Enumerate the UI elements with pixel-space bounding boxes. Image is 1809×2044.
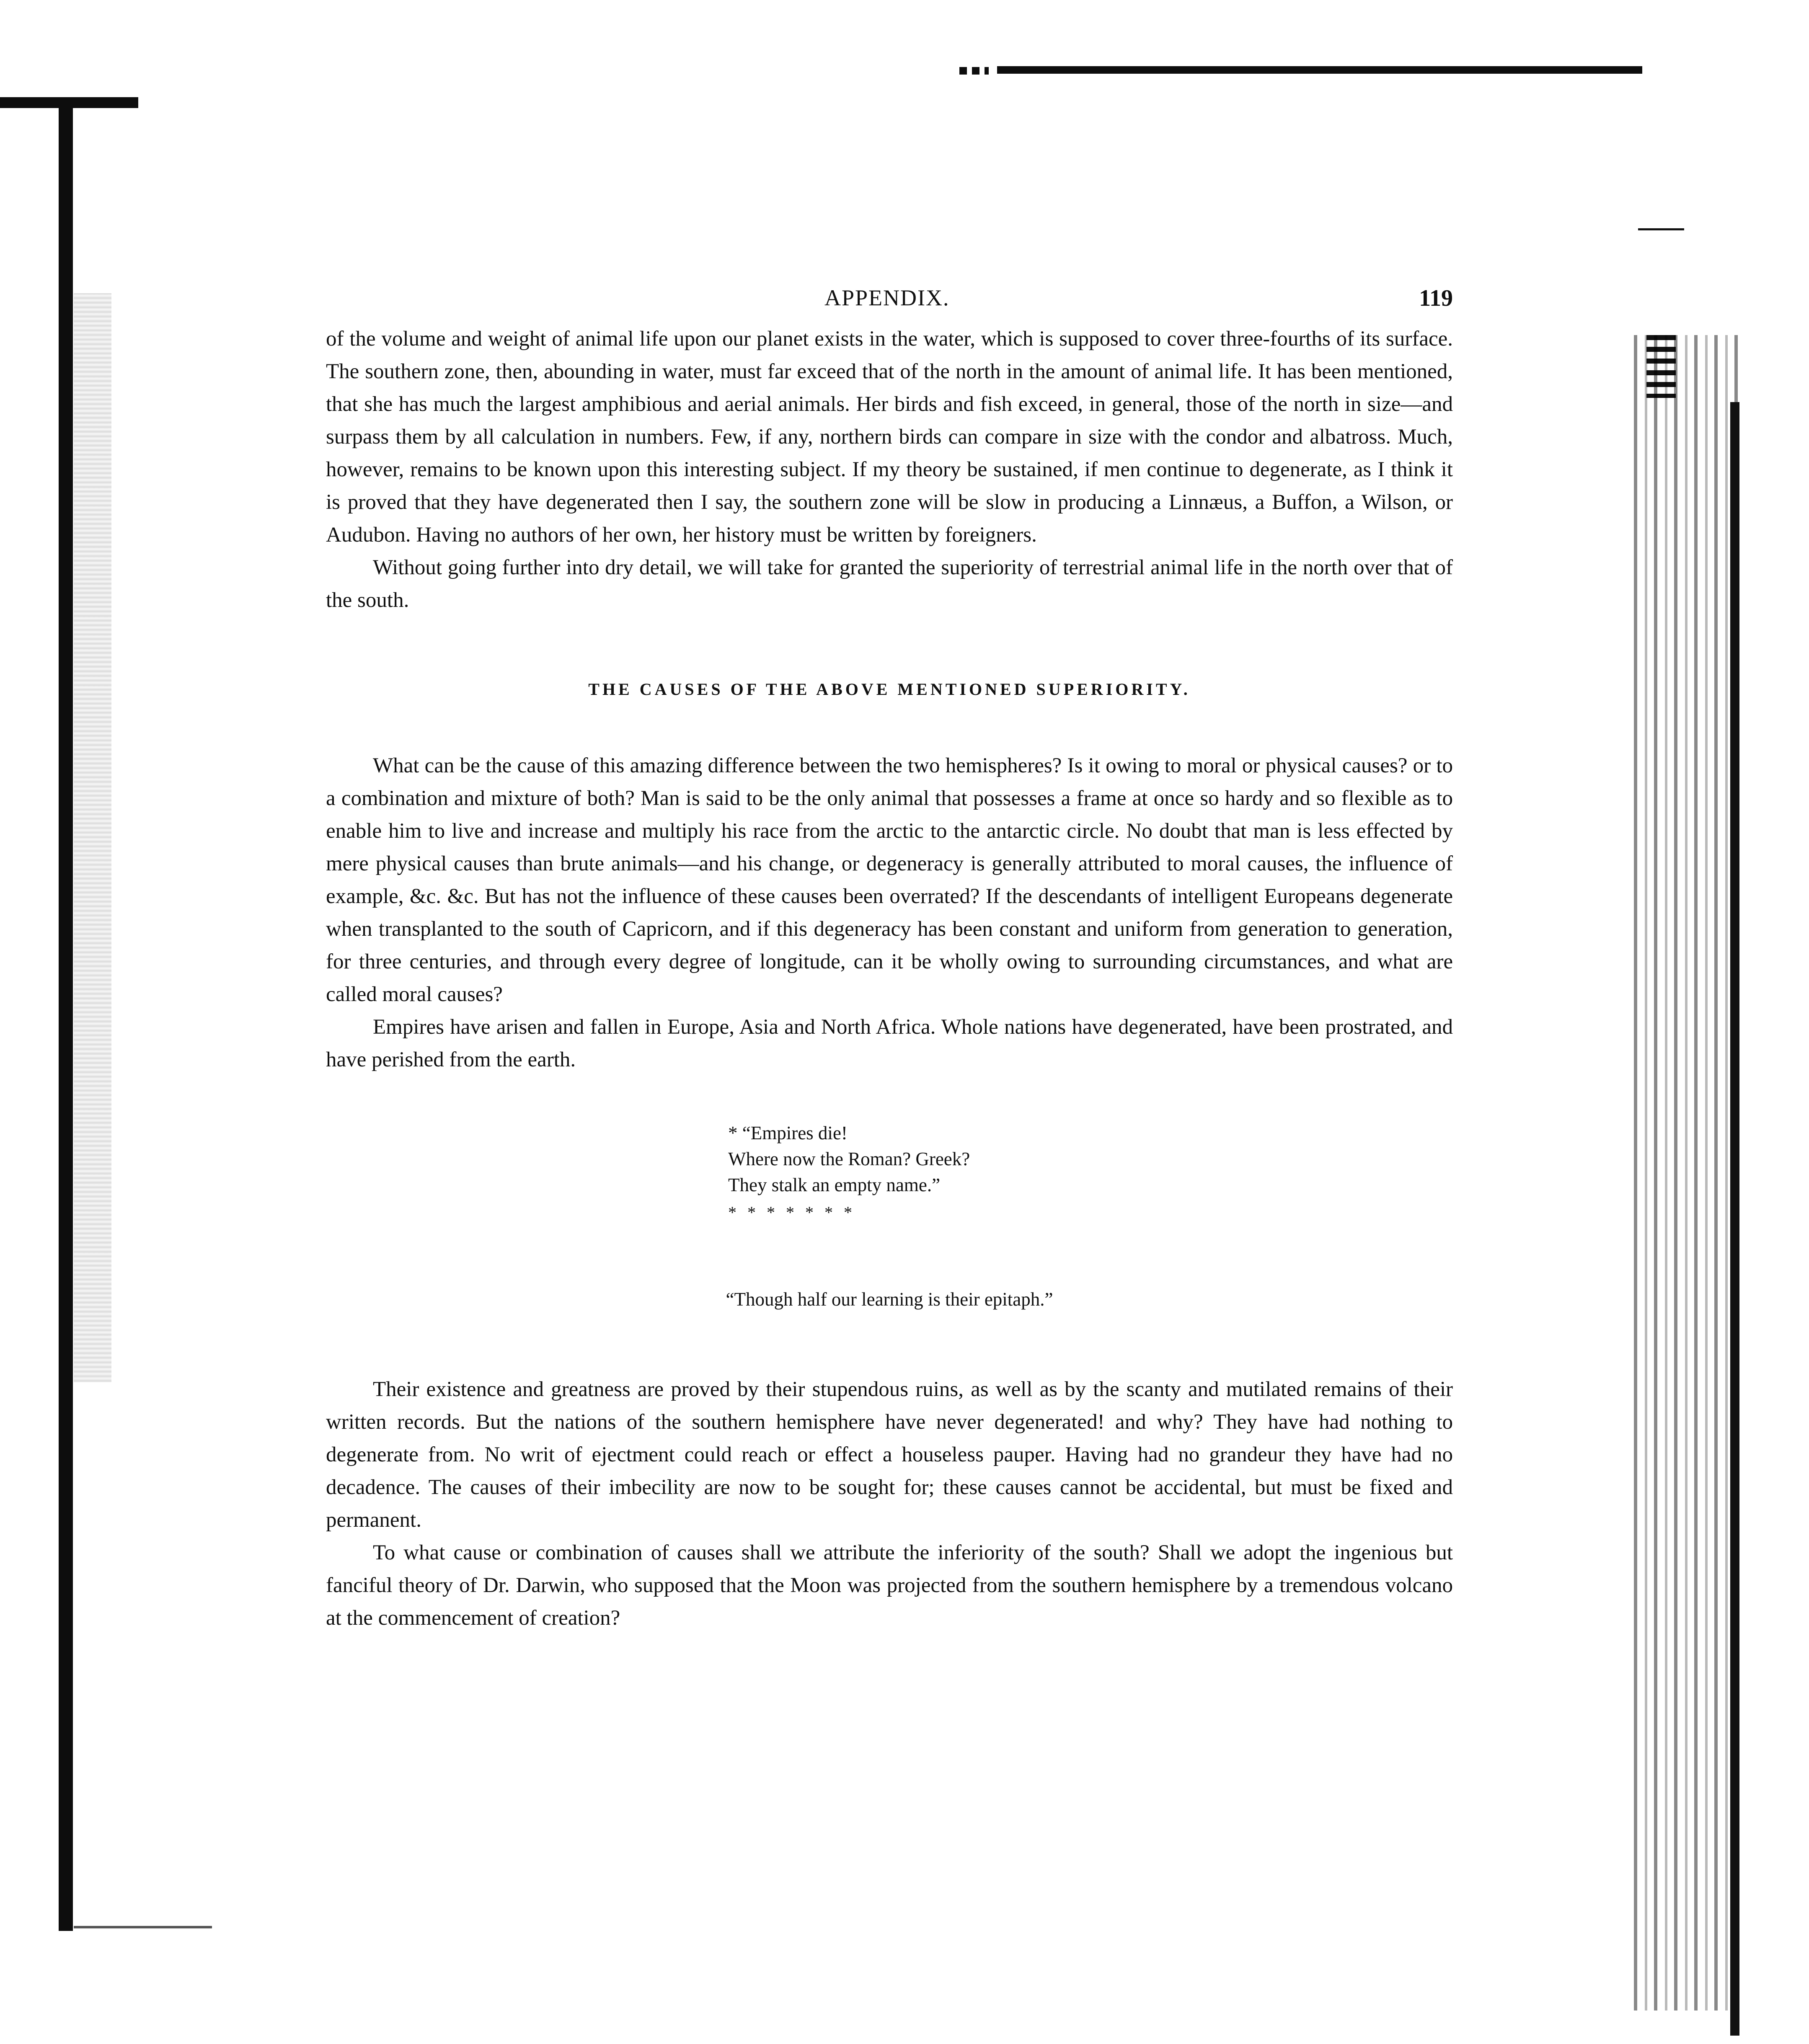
verse-line-3: They stalk an empty name.”: [728, 1174, 941, 1195]
scan-left-binding-shadow: [74, 293, 111, 1382]
scan-top-marks: [959, 67, 989, 75]
running-head: [326, 276, 1453, 323]
page-text-block: [326, 276, 1453, 1634]
scan-right-edge-line: [1730, 402, 1739, 2036]
scan-top-rule: [997, 66, 1642, 74]
epitaph-quote: “Though half our learning is their epitaph.”: [726, 1289, 1053, 1310]
paragraph-5: Their existence and greatness are proved by their stupendous ruins, as well as by the scanty and mutilated remains of their written records. But the nations of the southern hemisphere have never degenerated! and why? They have had nothing to degenerate from. No writ of ejectment could reach or effect a houseless pauper. Having had no grandeur they have had no decadence. The causes of their imbecility are now to be sought for; these causes cannot be accidental, but must be fixed and permanent.: [326, 1378, 1453, 1532]
verse-line-1: * “Empires die!: [728, 1123, 848, 1143]
paragraph-4: Empires have arisen and fallen in Europe, Asia and North Africa. Whole nations have degenerated, have been prostrated, and have perished from the earth.: [326, 1015, 1453, 1071]
verse-line-2: Where now the Roman? Greek?: [728, 1148, 970, 1169]
paragraph-3: What can be the cause of this amazing difference between the two hemispheres? Is it owing to moral or physical causes? or to a combination and mixture of both? Man is said to be the only animal that possesses a frame at once so hardy and so flexible as to enable him to live and increase and multiply his race from the arctic to the antarctic circle. No doubt that man is less effected by mere physical causes than brute animals—and his change, or degeneracy is generally attributed to moral causes, the influence of example, &c. &c. But has not the influence of these causes been overrated? If the descendants of intelligent Europeans degenerate when transplanted to the south of Capricorn, and if this degeneracy has been constant and uniform from generation to generation, for three centuries, and through every degree of longitude, can it be wholly owing to surrounding circumstances, and what are called moral causes?: [326, 754, 1453, 1006]
page-number: 119: [1419, 285, 1453, 311]
scan-right-dash: [1638, 228, 1684, 230]
paragraph-1: of the volume and weight of animal life upon our planet exists in the water, which is supposed to cover three-fourths of its surface. The southern zone, then, abounding in water, must far exceed that of the north in the amount of animal life. It has been mentioned, that she has much the largest amphibious and aerial animals. Her birds and fish exceed, in general, those of the north in size—and surpass them by all calculation in numbers. Few, if any, northern birds can compare in size with the condor and albatross. Much, however, remains to be known upon this interesting subject. If my theory be sustained, if men continue to degenerate, as I think it is proved that they have degenerated then I say, the southern zone will be slow in producing a Linnæus, a Buffon, a Wilson, or Audubon. Having no authors of her own, her history must be written by foreigners.: [326, 327, 1453, 547]
scan-left-binding-edge: [59, 105, 73, 1931]
scan-left-binding-foot: [74, 1926, 212, 1928]
paragraph-2: Without going further into dry detail, we will take for granted the superiority of terrestrial animal life in the north over that of the south.: [326, 556, 1453, 612]
paragraph-6: To what cause or combination of causes shall we attribute the inferiority of the south? Shall we adopt the ingenious but fanciful theory of Dr. Darwin, who supposed that the Moon was projected from the southern hemisphere by a tremendous volcano at the commencement of creation?: [326, 1541, 1453, 1630]
verse-block: [326, 1120, 1453, 1226]
running-title: APPENDIX.: [824, 285, 950, 310]
section-heading: THE CAUSES OF THE ABOVE MENTIONED SUPERIORITY.: [588, 680, 1191, 699]
scan-right-page-edges: [1634, 335, 1739, 2010]
verse-asterisks: * * * * * * *: [728, 1203, 855, 1222]
